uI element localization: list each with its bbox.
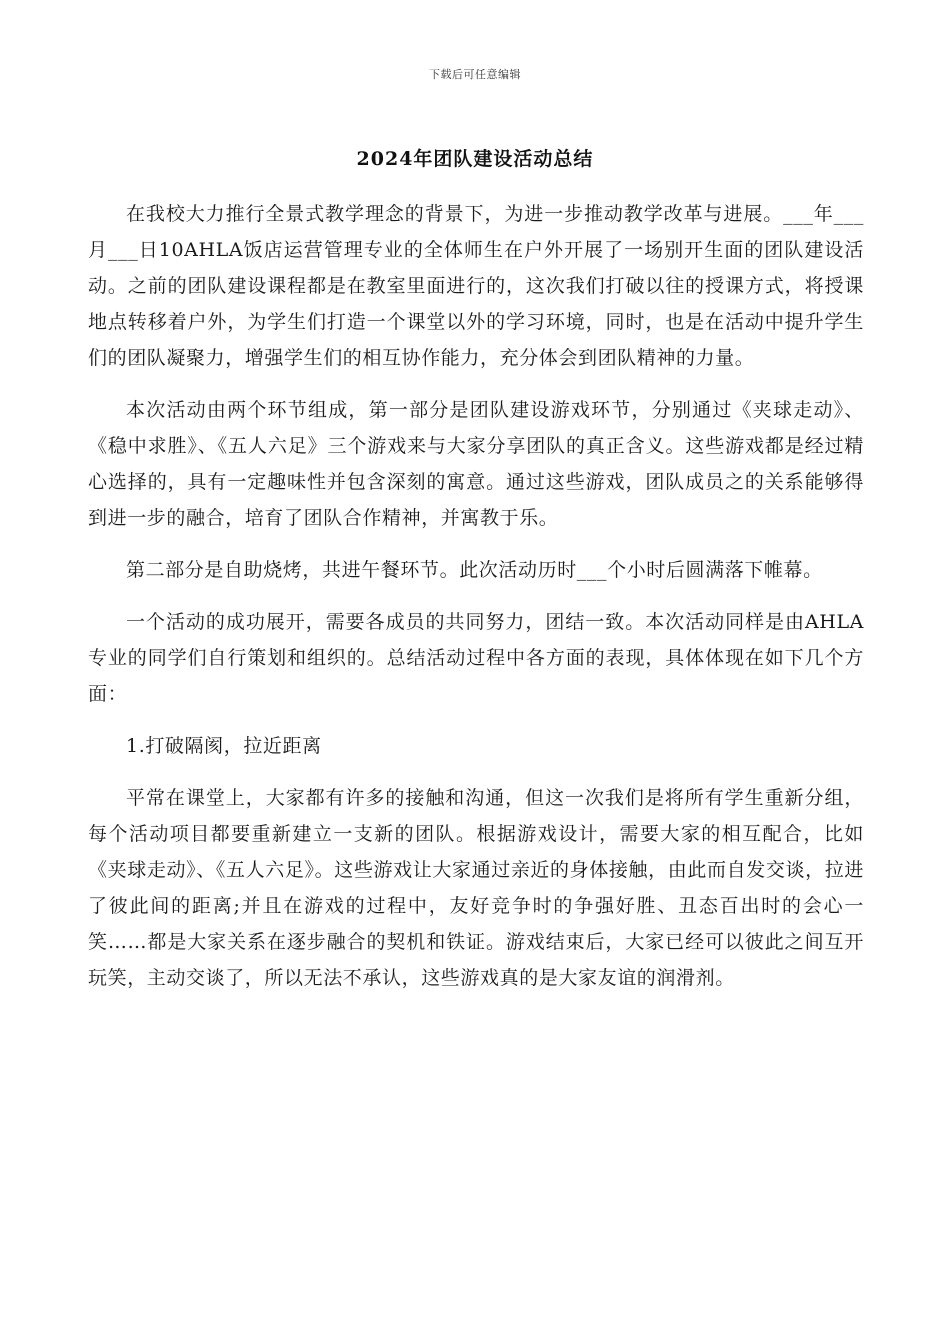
document-body — [88, 196, 864, 1012]
paragraph-intro: 在我校大力推行全景式教学理念的背景下，为进一步推动教学改革与进展。___年___月___日10AHLA饭店运营管理专业的全体师生在户外开展了一场别开生面的团队建设活动。之前的团队建设课程都是在教室里面进行的，这次我们打破以往的授课方式，将授课地点转移着户外，为学生们打造一个课堂以外的学习环境，同时，也是在活动中提升学生们的团队凝聚力，增强学生们的相互协作能力，充分体会到团队精神的力量。 — [88, 203, 864, 369]
paragraph-part-two: 第二部分是自助烧烤，共进午餐环节。此次活动历时___个小时后圆满落下帷幕。 — [126, 559, 823, 581]
document-title: 2024年团队建设活动总结 — [356, 148, 594, 170]
paragraph-activity-parts: 本次活动由两个环节组成，第一部分是团队建设游戏环节，分别通过《夹球走动》、《稳中求胜》、《五人六足》三个游戏来与大家分享团队的真正含义。这些游戏都是经过精心选择的，具有一定趣味性并包含深刻的寓意。通过这些游戏，团队成员之的关系能够得到进一步的融合，培育了团队合作精神，并寓教于乐。 — [88, 399, 864, 529]
paragraph-summary: 一个活动的成功展开，需要各成员的共同努力，团结一致。本次活动同样是由AHLA专业的同学们自行策划和组织的。总结活动过程中各方面的表现，具体体现在如下几个方面： — [88, 611, 864, 705]
section-heading-1: 1.打破隔阂，拉近距离 — [126, 735, 322, 757]
paragraph-section-1: 平常在课堂上，大家都有许多的接触和沟通，但这一次我们是将所有学生重新分组，每个活动项目都要重新建立一支新的团队。根据游戏设计，需要大家的相互配合，比如《夹球走动》、《五人六足》。这些游戏让大家通过亲近的身体接触，由此而自发交谈，拉进了彼此间的距离;并且在游戏的过程中，友好竞争时的争强好胜、丑态百出时的会心一笑……都是大家关系在逐步融合的契机和铁证。游戏结束后，大家已经可以彼此之间互开玩笑，主动交谈了，所以无法不承认，这些游戏真的是大家友谊的润滑剂。 — [88, 787, 864, 989]
header-note: 下载后可任意编辑 — [429, 68, 521, 81]
